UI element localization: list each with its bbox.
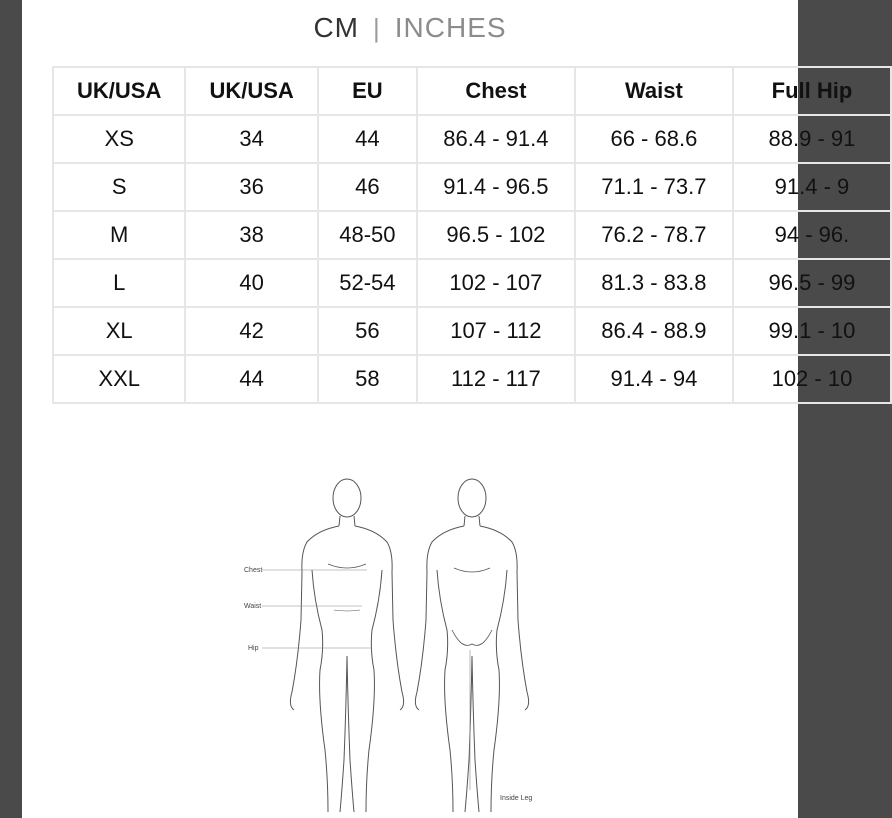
- back-body-figure: [415, 479, 528, 812]
- cell-waist: 66 - 68.6: [575, 115, 733, 163]
- table-row: [53, 355, 891, 403]
- cell-chest: 112 - 117: [417, 355, 575, 403]
- cell-chest: 91.4 - 96.5: [417, 163, 575, 211]
- cell-full-hip: 88.9 - 91: [733, 115, 891, 163]
- table-row: [53, 211, 891, 259]
- chest-label: Chest: [244, 567, 263, 574]
- cell-full-hip: 96.5 - 99: [733, 259, 891, 307]
- cell-waist: 71.1 - 73.7: [575, 163, 733, 211]
- cell-eu-size: 58: [318, 355, 417, 403]
- front-body-figure: [290, 479, 403, 812]
- unit-separator: |: [372, 13, 381, 43]
- table-row: [53, 307, 891, 355]
- header-waist: Waist: [575, 67, 733, 115]
- cell-uk-usa-size: 42: [185, 307, 317, 355]
- header-full-hip: Full Hip: [733, 67, 891, 115]
- cell-waist: 86.4 - 88.9: [575, 307, 733, 355]
- body-measurement-diagram: [22, 460, 798, 818]
- cell-uk-usa-size: 38: [185, 211, 317, 259]
- cell-chest: 102 - 107: [417, 259, 575, 307]
- cell-size-letter: M: [53, 211, 185, 259]
- header-uk-usa-letter: UK/USA: [53, 67, 185, 115]
- table-header-row: [53, 67, 891, 115]
- size-table: [52, 66, 892, 404]
- unit-toggle: [22, 12, 798, 44]
- cell-eu-size: 44: [318, 115, 417, 163]
- waist-label: Waist: [244, 603, 262, 610]
- cell-uk-usa-size: 40: [185, 259, 317, 307]
- cell-size-letter: XS: [53, 115, 185, 163]
- size-table-container[interactable]: [52, 66, 856, 402]
- cell-waist: 76.2 - 78.7: [575, 211, 733, 259]
- cell-eu-size: 46: [318, 163, 417, 211]
- cell-eu-size: 52-54: [318, 259, 417, 307]
- unit-inches-tab[interactable]: INCHES: [394, 12, 507, 43]
- cell-size-letter: XXL: [53, 355, 185, 403]
- cell-chest: 107 - 112: [417, 307, 575, 355]
- table-row: [53, 115, 891, 163]
- unit-cm-tab[interactable]: CM: [313, 12, 359, 43]
- hip-label: Hip: [248, 645, 259, 652]
- header-eu: EU: [318, 67, 417, 115]
- cell-chest: 86.4 - 91.4: [417, 115, 575, 163]
- cell-size-letter: XL: [53, 307, 185, 355]
- cell-full-hip: 91.4 - 9: [733, 163, 891, 211]
- cell-full-hip: 99.1 - 10: [733, 307, 891, 355]
- table-row: [53, 259, 891, 307]
- cell-eu-size: 48-50: [318, 211, 417, 259]
- cell-uk-usa-size: 36: [185, 163, 317, 211]
- body-figures-svg: [22, 460, 798, 818]
- header-uk-usa-number: UK/USA: [185, 67, 317, 115]
- cell-uk-usa-size: 44: [185, 355, 317, 403]
- size-guide-sheet: [22, 0, 856, 818]
- cell-size-letter: L: [53, 259, 185, 307]
- cell-waist: 81.3 - 83.8: [575, 259, 733, 307]
- table-row: [53, 163, 891, 211]
- cell-full-hip: 102 - 10: [733, 355, 891, 403]
- cell-full-hip: 94 - 96.: [733, 211, 891, 259]
- cell-size-letter: S: [53, 163, 185, 211]
- header-chest: Chest: [417, 67, 575, 115]
- cell-waist: 91.4 - 94: [575, 355, 733, 403]
- cell-uk-usa-size: 34: [185, 115, 317, 163]
- inside-leg-label: Inside Leg: [500, 795, 533, 802]
- cell-eu-size: 56: [318, 307, 417, 355]
- cell-chest: 96.5 - 102: [417, 211, 575, 259]
